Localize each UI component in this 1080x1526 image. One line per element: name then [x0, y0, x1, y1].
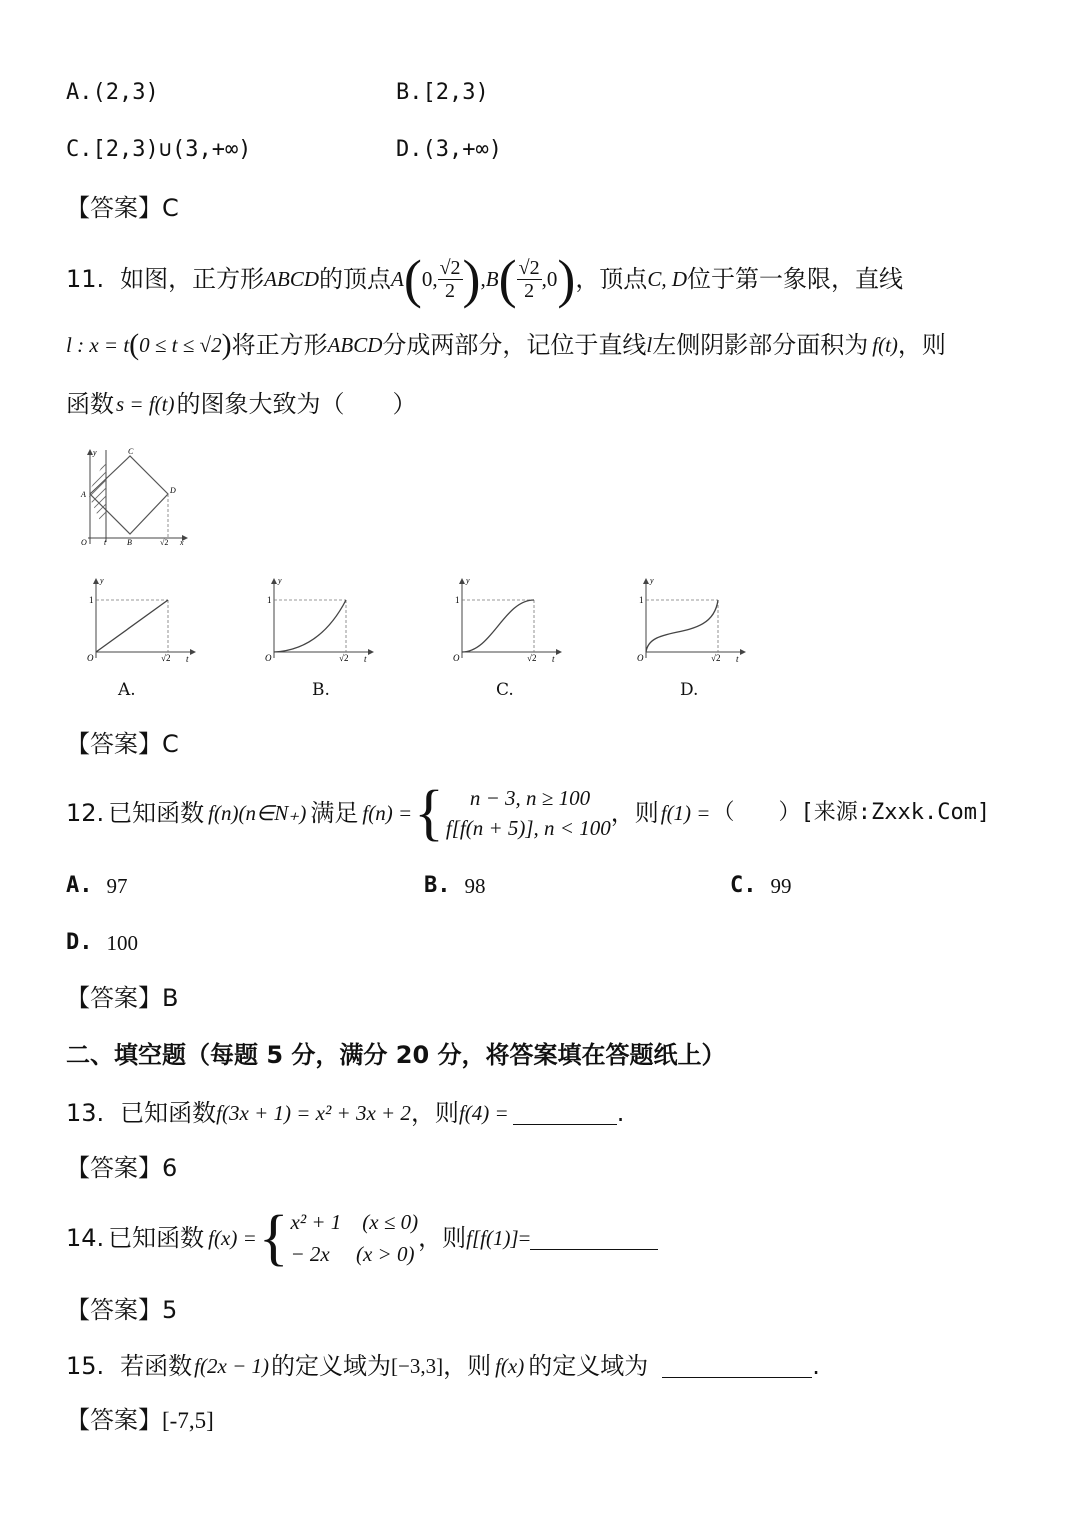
- square-name: ABCD: [327, 333, 383, 357]
- line-equation: l : x = t: [66, 333, 130, 357]
- q11-text: 分成两部分，记位于直线: [382, 331, 647, 359]
- case-2: − 2x (x > 0): [290, 1242, 415, 1266]
- f4-expr: f(4) =: [458, 1101, 509, 1125]
- fig-label-a: A: [81, 490, 86, 499]
- q11-text: 的顶点: [319, 265, 391, 293]
- comma: ,: [480, 267, 486, 291]
- q12-answer: [66, 983, 178, 1013]
- function-def: f(x) =: [208, 1226, 257, 1250]
- option-graph-b: [260, 574, 380, 666]
- svg-text:y: y: [650, 576, 654, 585]
- square-figure: [76, 446, 191, 546]
- q12-option-a: A. 97: [66, 873, 128, 898]
- svg-text:√2: √2: [711, 653, 721, 663]
- q14-line: 14. 已知函数 f(x) = { x² + 1 (x ≤ 0) − 2x (x > 0) ，则 f[f(1)] =: [66, 1204, 658, 1272]
- svg-text:√2: √2: [161, 653, 171, 663]
- svg-text:1: 1: [639, 595, 644, 605]
- function-expr: f(3x + 1) = x² + 3x + 2: [216, 1101, 411, 1125]
- answer-blank[interactable]: [530, 1227, 658, 1250]
- svg-text:y: y: [466, 576, 470, 585]
- q10-option-d: D.(3,+∞): [396, 137, 502, 162]
- q15-text: 的定义域为: [528, 1352, 649, 1380]
- q14-text: ，则: [418, 1224, 467, 1252]
- square-name: ABCD: [264, 267, 319, 291]
- case-2: f[f(n + 5)], n < 100: [445, 816, 611, 840]
- question-number: 12.: [66, 799, 105, 827]
- case-1: n − 3, n ≥ 100: [469, 786, 591, 810]
- case-1: x² + 1 (x ≤ 0): [290, 1210, 419, 1234]
- svg-text:y: y: [100, 576, 104, 585]
- q12-line: 12. 已知函数 f(n)(n∈N₊) 满足 f(n) = { n − 3, n ≥ 100 f[f(n + 5)], n < 100 ，则 f(1) = （ ）[来源:Zxxk.Com]: [66, 779, 991, 847]
- f1-expr: f(1) =: [660, 801, 711, 825]
- piecewise-cases: [446, 783, 611, 843]
- q11-text: ，则: [897, 331, 946, 359]
- fig-label-y: y: [93, 448, 97, 457]
- answer-value: B: [162, 984, 179, 1012]
- q12-option-b: B. 98: [424, 873, 486, 898]
- q12-option-c: C. 99: [730, 873, 792, 898]
- ff1-expr: f[f(1)]: [466, 1226, 519, 1250]
- q14-answer: [66, 1295, 177, 1325]
- option-graph-d: [632, 574, 752, 666]
- coord: 0,: [421, 267, 438, 291]
- svg-text:t: t: [552, 654, 555, 664]
- q12-text: 满足: [310, 799, 359, 827]
- svg-text:1: 1: [89, 595, 94, 605]
- svg-text:√2: √2: [527, 653, 537, 663]
- question-number: 15.: [66, 1352, 105, 1380]
- caption-b: B.: [312, 680, 330, 700]
- q11-text: ，顶点: [575, 265, 648, 293]
- q15-text: 若函数: [120, 1352, 193, 1380]
- fig-label-b: B: [127, 538, 132, 546]
- q10-option-a: A.(2,3): [66, 80, 159, 105]
- q13-line: 13. 已知函数 f(3x + 1) = x² + 3x + 2 ，则 f(4) = .: [66, 1099, 625, 1127]
- answer-value: 6: [162, 1154, 178, 1182]
- q11-text: 将正方形: [231, 331, 328, 359]
- piecewise-cases: [291, 1206, 419, 1270]
- answer-blank[interactable]: [513, 1102, 617, 1125]
- coord: ,0: [541, 267, 558, 291]
- q15-text: ，则: [443, 1352, 492, 1380]
- q12-source: （ ）[来源:Zxxk.Com]: [712, 800, 991, 825]
- answer-value: C: [162, 194, 179, 222]
- fig-label-x: x: [180, 538, 184, 546]
- question-number: 14.: [66, 1224, 105, 1252]
- q11-line-2: l : x = t ( 0 ≤ t ≤ √2 ) 将正方形 ABCD 分成两部分，记位于直线 l 左侧阴影部分面积为 f(t) ，则: [66, 328, 946, 361]
- points-cd: C, D: [647, 267, 687, 291]
- caption-d: D.: [680, 680, 699, 700]
- fig-label-sqrt2: √2: [160, 538, 169, 546]
- fig-label-d: D: [170, 486, 176, 495]
- domain-value: [−3,3]: [390, 1354, 444, 1378]
- q15-text: 的定义域为: [270, 1352, 391, 1380]
- question-number: 11.: [66, 265, 105, 293]
- q11-line-3: [66, 384, 417, 424]
- q12-text: ，则: [610, 799, 659, 827]
- q11-line-1: 11. 如图，正方形 ABCD 的顶点 A ( 0, $\frac{√2}{2}$ ) , B ( $\frac{√2}{2}$ ,0 ) ，顶点 C, D 位于第一象限，直线: [66, 249, 903, 309]
- q13-text: 已知函数: [120, 1099, 217, 1127]
- caption-a: A.: [118, 680, 136, 700]
- q15-line: 15. 若函数 f(2x − 1) 的定义域为 [−3,3] ，则 f(x) 的定义域为 .: [66, 1352, 820, 1380]
- fraction: $\frac{√2}{2}$: [518, 256, 540, 302]
- fx-expr: f(x): [495, 1354, 525, 1378]
- answer-value: C: [162, 730, 179, 758]
- q11-answer: [66, 729, 179, 759]
- point-a: A: [391, 267, 404, 291]
- question-number: 13.: [66, 1099, 105, 1127]
- answer-label: 【答案】: [66, 730, 162, 758]
- answer-label: 【答案】: [66, 1406, 162, 1434]
- q15-answer: [66, 1405, 214, 1436]
- answer-label: 【答案】: [66, 1154, 162, 1182]
- answer-label: 【答案】: [66, 984, 162, 1012]
- fig-label-c: C: [128, 447, 134, 456]
- line-l: l: [646, 333, 653, 357]
- svg-text:O: O: [87, 653, 94, 663]
- fraction: $\frac{√2}{2}$: [439, 256, 461, 302]
- f2x-expr: f(2x − 1): [194, 1354, 269, 1378]
- svg-text:t: t: [736, 654, 739, 664]
- q13-answer: [66, 1153, 177, 1183]
- answer-label: 【答案】: [66, 1296, 162, 1324]
- point-b: B: [485, 267, 499, 291]
- function-def: f(n) =: [362, 801, 413, 825]
- area-function: f(t): [872, 333, 898, 357]
- section-title: 二、填空题（每题 5 分，满分 20 分，将答案填在答题纸上）: [66, 1041, 726, 1069]
- svg-text:√2: √2: [339, 653, 349, 663]
- q14-text: 已知函数: [108, 1224, 205, 1252]
- svg-text:t: t: [364, 654, 367, 664]
- q11-text: 函数: [66, 390, 114, 418]
- svg-text:y: y: [278, 576, 282, 585]
- option-graph-c: [448, 574, 568, 666]
- fig-label-o: O: [81, 538, 87, 546]
- svg-text:1: 1: [455, 595, 460, 605]
- function-domain: f(n)(n∈N₊): [208, 801, 307, 825]
- answer-value: 5: [162, 1296, 178, 1324]
- fig-label-t: t: [104, 538, 107, 546]
- q13-text: ，则: [410, 1099, 459, 1127]
- svg-text:O: O: [453, 653, 460, 663]
- caption-c: C.: [496, 680, 514, 700]
- svg-text:t: t: [186, 654, 189, 664]
- answer-label: 【答案】: [66, 194, 162, 222]
- t-range: 0 ≤ t ≤ √2: [139, 333, 222, 357]
- answer-value: [-7,5]: [162, 1408, 214, 1433]
- q11-text: 如图，正方形: [120, 265, 265, 293]
- q10-option-c: C.[2,3)∪(3,+∞): [66, 137, 252, 162]
- q12-option-d: D. 100: [66, 930, 138, 955]
- q10-option-b: B.[2,3): [396, 80, 489, 105]
- s-function: s = f(t): [116, 392, 175, 416]
- q11-text: 左侧阴影部分面积为: [652, 331, 869, 359]
- answer-blank[interactable]: [662, 1355, 812, 1378]
- svg-text:O: O: [637, 653, 644, 663]
- q12-text: 已知函数: [108, 799, 205, 827]
- svg-text:O: O: [265, 653, 272, 663]
- option-graph-a: [82, 574, 202, 666]
- svg-text:1: 1: [267, 595, 272, 605]
- q11-text: 的图象大致为（ ）: [176, 390, 417, 418]
- q10-answer: [66, 193, 179, 223]
- q11-text: 位于第一象限，直线: [687, 265, 903, 293]
